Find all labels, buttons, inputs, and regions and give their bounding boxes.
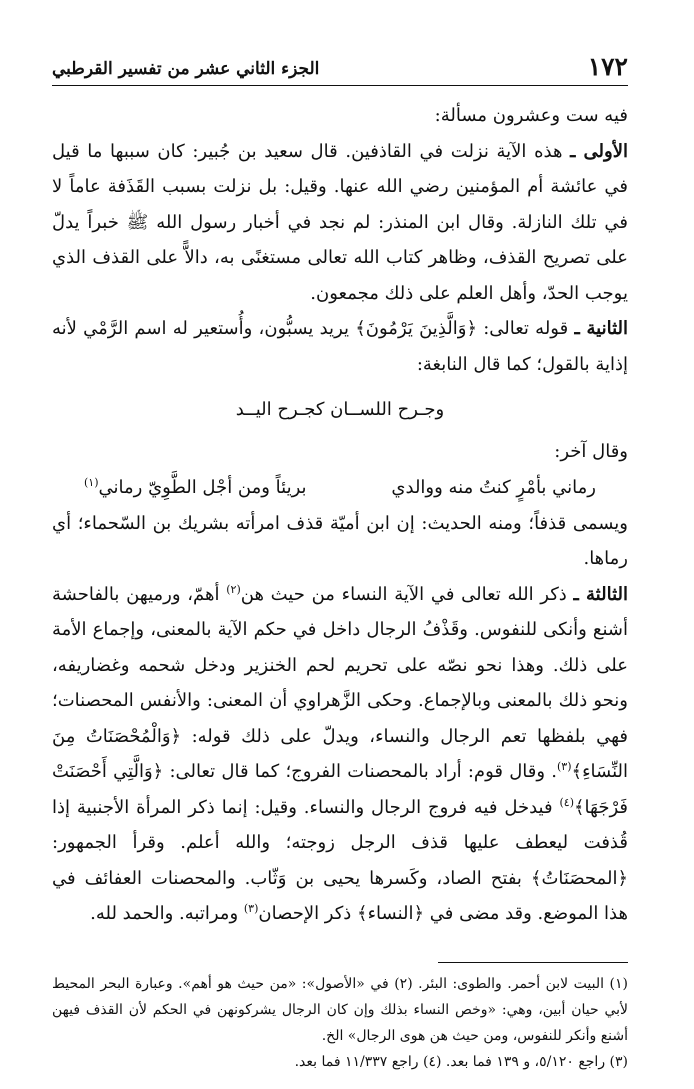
running-title: الجزء الثاني عشر من تفسير القرطبي [52,59,320,79]
verse-intro [52,434,628,470]
verse-2-first-hemistich: رماني بأمْرٍ كنتُ منه ووالدي [391,476,596,498]
issue-second-text: قوله تعالى: ﴿وَالَّذِينَ يَرْمُونَ﴾ يريد يسبُّون، وأُستعير له اسم الرَّمْي لأنه إذاية بالقول؛ كما قال النابغة: [52,318,628,375]
footnote-1-2: (١) البيت لابن أحمر. والطوى: البئر. (٢) في «الأصول»: «من حيث هو أهم». وعبارة البحر المحيط لأبي حيان أبين، وهي: «وخص النساء بذلك وإن كان الرجال يشركونهن في الحكم لأن القذف فيهن أشنع وأنكر للنفوس، ومن حيث هن هوى الرجال» الخ. [52,975,628,1044]
footnote-ref-4: (٤) [559,795,574,809]
page-header [52,46,628,86]
footnote-3-4: (٣) راجع ٥/١٢٠، و ١٣٩ فما بعد. (٤) راجع ١١/٣٣٧ فما بعد. [294,1053,628,1070]
footnotes [52,971,628,1075]
intro-line [52,98,628,134]
poem-verse-1 [52,392,628,428]
page-number: ١٧٢ [587,52,628,81]
issue-first-lead: الأولى ـ [570,140,628,162]
issue-third-text-b: أهمّ، ورميهن بالفاحشة أشنع وأنكى للنفوس. وقَذْفُ الرجال داخل في حكم الآية بالمعنى، وإجماع الأمة على ذلك. وهذا نحو نصّه على تحريم لحم الخنزير ودخل شحمه وغضاريفه، ونحو ذلك بالمعنى وبالإجماع. وحكى الزَّهراوي أن المعنى: والأنفس المحصنات؛ فهي بلفظها تعم الرجال والنساء، ويدلّ على ذلك قوله: ﴿وَالْمُحْصَنَاتُ مِنَ النِّسَاءِ﴾ [52,583,628,782]
issue-third-lead: الثالثة ـ [573,583,628,605]
footnote-ref-3: (٣) [557,760,572,773]
verse-1-text: وجـرح اللســان كجـرح اليــد [235,399,445,420]
issue-first [52,134,628,312]
verse-2-second-text: بريئاً ومن أجْل الطَّوِيّ رماني [98,476,307,498]
issue-first-text: هذه الآية نزلت في القاذفين. قال سعيد بن جُبير: كان سببها ما قيل في عائشة أم المؤمنين رضي الله عنها. وقيل: بل نزلت بسبب القَذَفة عاماً لا في تلك النازلة. وقال ابن المنذر: لم نجد في أخبار رسول الله ﷺ خبراً يدلّ على تصريح القذف، وظاهر كتاب الله تعالى مستغنًى به، دالاًّ على القذف الذي يوجب الحدّ، وأهل العلم على ذلك مجمعون. [52,140,628,304]
verse-intro-text: وقال آخر: [554,441,628,462]
issue-third-text-a: ذكر الله تعالى في الآية النساء من حيث هن [240,583,567,605]
issue-third [52,577,628,932]
intro-text: فيه ست وعشرون مسألة: [434,105,628,126]
issue-second-lead: الثانية ـ [574,318,628,339]
issue-third-text-c: . وقال قوم: أراد بالمحصنات الفروج؛ كما قال تعالى: ﴿وَالَّتِي أَحْصَنَتْ فَرْجَهَا﴾ [52,761,628,818]
footnote-divider [438,962,628,963]
poem-verse-2 [52,470,628,506]
paragraph-qadhf-text: ويسمى قذفاً؛ ومنه الحديث: إن ابن أميّة قذف امرأته بشريك بن السّحماء؛ أي رماها. [52,512,628,569]
footnote-ref-3b: (٣) [243,902,259,915]
footnote-ref-1: (١) [84,475,99,489]
issue-second [52,311,628,382]
paragraph-qadhf [52,506,628,577]
verse-2-second-hemistich [84,470,307,506]
issue-third-text-e: ومراتبه. والحمد لله. [90,903,244,924]
footnote-ref-2: (٢) [226,582,241,596]
issue-third-text-d: فيدخل فيه فروج الرجال والنساء. وقيل: إنما ذكر المرأة الأجنبية إذا قُذفت ليعطف عليها قذف الرجل زوجته؛ والله أعلم. وقرأ الجمهور: ﴿المحصَنَاتُ﴾ بفتح الصاد، وكَسرها يحيى بن وَثّاب. والمحصنات العفائف في هذا الموضع. وقد مضى في ﴿النساء﴾ ذكر الإحصان [52,796,628,924]
main-text [52,98,628,932]
